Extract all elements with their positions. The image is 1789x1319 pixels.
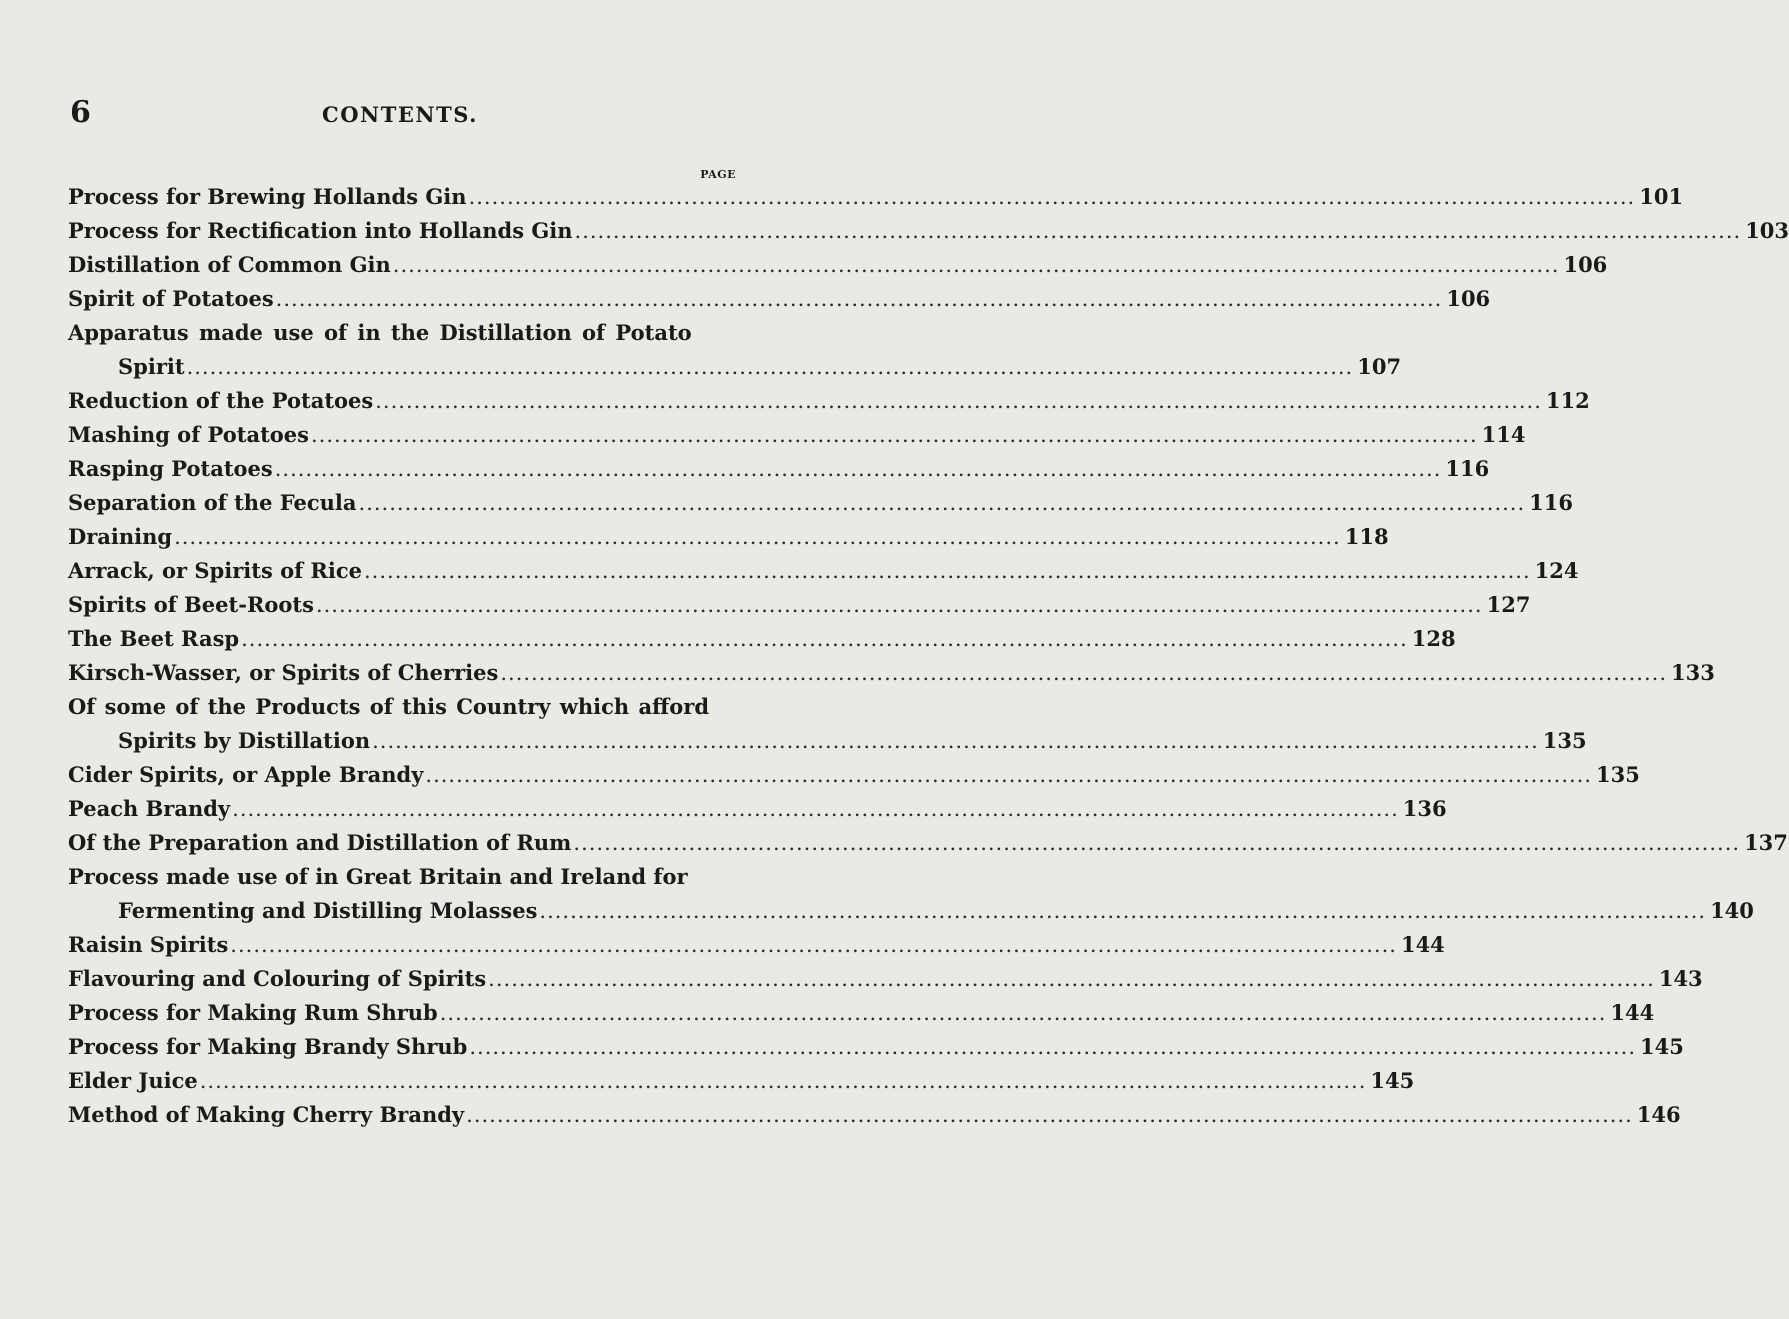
toc-entry-page: 112 (1545, 388, 1590, 413)
toc-entry-title: Separation of the Fecula (68, 490, 357, 515)
table-of-contents (68, 180, 1789, 1132)
toc-entry (68, 1098, 1681, 1132)
toc-entry (68, 860, 738, 894)
toc-entry-title: Process for Making Rum Shrub (68, 1000, 438, 1025)
dot-leader (500, 656, 1667, 690)
toc-entry-title: Apparatus made use of in the Distillation of Potato (68, 320, 692, 345)
dot-leader (375, 384, 1542, 418)
toc-entry (68, 690, 738, 724)
toc-entry (68, 452, 1490, 486)
dot-leader (200, 1064, 1367, 1098)
toc-entry (68, 826, 1788, 860)
toc-entry-title: Draining (68, 524, 173, 549)
toc-entry-page: 127 (1486, 592, 1531, 617)
toc-entry-title: Flavouring and Colouring of Spirits (68, 966, 487, 991)
toc-entry-title: Elder Juice (68, 1068, 198, 1093)
toc-entry-title: Fermenting and Distilling Molasses (118, 898, 538, 923)
dot-leader (466, 1098, 1633, 1132)
page-number: 6 (70, 95, 91, 130)
dot-leader (372, 724, 1539, 758)
toc-entry-page: 144 (1400, 932, 1445, 957)
toc-entry-page: 128 (1411, 626, 1456, 651)
toc-entry-page: 143 (1658, 966, 1703, 991)
toc-entry (68, 554, 1579, 588)
toc-entry (68, 588, 1531, 622)
dot-leader (575, 214, 1742, 248)
toc-entry-title: Process made use of in Great Britain and Ireland for (68, 864, 688, 889)
toc-entry (68, 1064, 1415, 1098)
dot-leader (393, 248, 1560, 282)
running-head: CONTENTS. (322, 102, 478, 127)
toc-entry-title: Process for Rectification into Hollands Gin (68, 218, 573, 243)
toc-entry (68, 928, 1445, 962)
dot-leader (230, 928, 1397, 962)
page-column-label: PAGE (700, 168, 736, 181)
dot-leader (469, 180, 1636, 214)
dot-leader (539, 894, 1706, 928)
toc-entry-title: Distillation of Common Gin (68, 252, 391, 277)
toc-entry-title: Process for Making Brandy Shrub (68, 1034, 468, 1059)
dot-leader (364, 554, 1531, 588)
dot-leader (425, 758, 1592, 792)
toc-entry-page: 135 (1596, 762, 1640, 787)
toc-entry (68, 724, 1587, 758)
toc-entry (68, 1030, 1684, 1064)
toc-entry (68, 248, 1608, 282)
dot-leader (187, 350, 1354, 384)
toc-entry (68, 180, 1684, 214)
toc-entry-title: Of some of the Products of this Country which afford (68, 694, 710, 719)
dot-leader (174, 520, 1341, 554)
dot-leader (469, 1030, 1636, 1064)
toc-entry-title: Kirsch-Wasser, or Spirits of Cherries (68, 660, 499, 685)
toc-entry-page: 101 (1639, 184, 1684, 209)
toc-entry (68, 656, 1715, 690)
dot-leader (440, 996, 1607, 1030)
toc-entry-title: Spirits by Distillation (118, 728, 371, 753)
dot-leader (359, 486, 1526, 520)
toc-entry (68, 996, 1655, 1030)
dot-leader (573, 826, 1740, 860)
toc-entry-title: Process for Brewing Hollands Gin (68, 184, 467, 209)
toc-entry-page: 137 (1744, 830, 1788, 855)
toc-entry (68, 282, 1491, 316)
toc-entry-page: 133 (1671, 660, 1715, 685)
toc-entry (68, 486, 1574, 520)
dot-leader (232, 792, 1399, 826)
toc-entry-page: 103 (1745, 218, 1789, 243)
toc-entry-title: Peach Brandy (68, 796, 231, 821)
toc-entry-page: 124 (1534, 558, 1579, 583)
toc-entry-page: 140 (1710, 898, 1754, 923)
toc-entry (68, 418, 1526, 452)
toc-entry-title: Arrack, or Spirits of Rice (68, 558, 362, 583)
toc-entry-title: Cider Spirits, or Apple Brandy (68, 762, 424, 787)
toc-entry-page: 145 (1640, 1034, 1684, 1059)
dot-leader (241, 622, 1408, 656)
toc-entry-title: The Beet Rasp (68, 626, 240, 651)
toc-entry-page: 145 (1370, 1068, 1415, 1093)
toc-entry-title: Mashing of Potatoes (68, 422, 309, 447)
toc-entry-page: 106 (1563, 252, 1608, 277)
toc-entry (68, 894, 1754, 928)
toc-entry-title: Spirit of Potatoes (68, 286, 274, 311)
toc-entry (68, 384, 1590, 418)
toc-entry-page: 136 (1402, 796, 1447, 821)
toc-entry-page: 107 (1357, 354, 1402, 379)
toc-entry (68, 350, 1402, 384)
toc-entry (68, 520, 1389, 554)
toc-entry-page: 118 (1344, 524, 1389, 549)
toc-entry-title: Reduction of the Potatoes (68, 388, 374, 413)
toc-entry-title: Spirits of Beet-Roots (68, 592, 314, 617)
toc-entry-page: 106 (1446, 286, 1491, 311)
dot-leader (276, 282, 1443, 316)
toc-entry (68, 316, 738, 350)
dot-leader (275, 452, 1442, 486)
toc-entry (68, 962, 1703, 996)
dot-leader (311, 418, 1478, 452)
toc-entry-title: Method of Making Cherry Brandy (68, 1102, 465, 1127)
toc-entry-page: 116 (1445, 456, 1490, 481)
toc-entry-title: Raisin Spirits (68, 932, 229, 957)
toc-entry (68, 214, 1789, 248)
toc-entry-page: 146 (1636, 1102, 1681, 1127)
toc-entry-page: 116 (1529, 490, 1574, 515)
toc-entry-page: 114 (1481, 422, 1526, 447)
toc-entry-title: Of the Preparation and Distillation of Rum (68, 830, 572, 855)
toc-entry (68, 792, 1447, 826)
toc-entry (68, 758, 1640, 792)
toc-entry (68, 622, 1456, 656)
toc-entry-page: 135 (1542, 728, 1587, 753)
dot-leader (488, 962, 1655, 996)
toc-entry-title: Spirit (118, 354, 185, 379)
dot-leader (316, 588, 1483, 622)
toc-entry-page: 144 (1610, 1000, 1655, 1025)
toc-entry-title: Rasping Potatoes (68, 456, 273, 481)
